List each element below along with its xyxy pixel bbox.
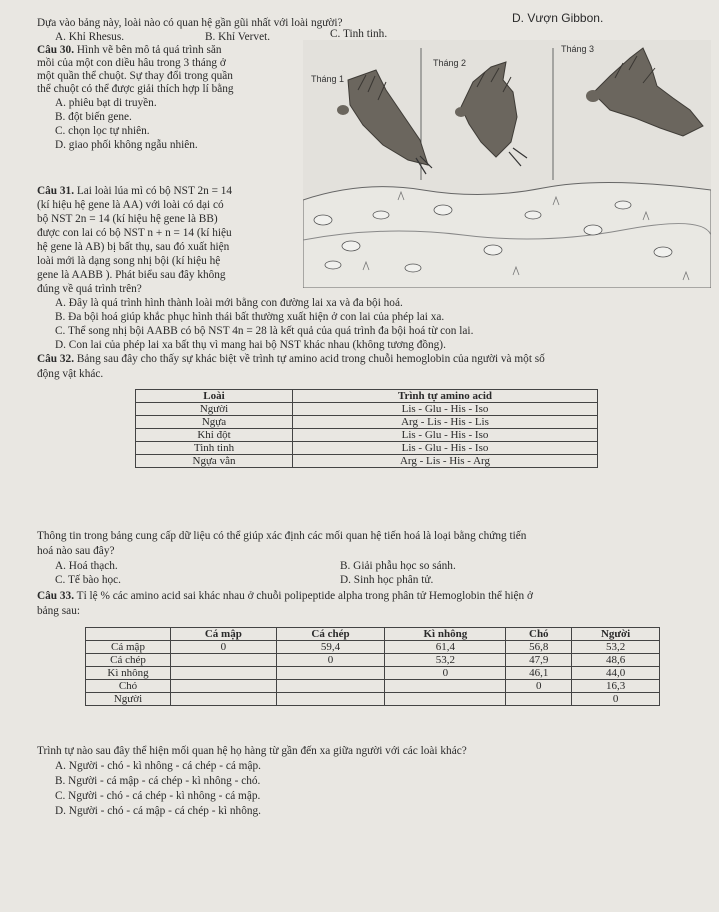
- q33-option-c: C. Người - chó - cá chép - kì nhông - cá mập.: [55, 790, 261, 802]
- table-header-col: Chó: [506, 628, 572, 641]
- table-cell: 0: [572, 693, 660, 706]
- table-cell: [276, 667, 385, 680]
- q30-number: Câu 30.: [37, 44, 75, 56]
- table-row: [86, 667, 660, 680]
- table-cell: Ngựa vằn: [136, 455, 293, 468]
- table-row: [136, 455, 598, 468]
- table-cell: Lis - Glu - His - Iso: [293, 442, 598, 455]
- table-header-row: [86, 628, 660, 641]
- q31-line-5: hệ gene là AB) bị bất thụ, sau đó xuất hiện: [37, 241, 230, 253]
- q33-line-2: bảng sau:: [37, 605, 80, 617]
- hemoglobin-difference-table: [85, 627, 660, 706]
- table-row: [136, 403, 598, 416]
- table-cell: Người: [136, 403, 293, 416]
- table-cell: 53,2: [572, 641, 660, 654]
- hawk-3-icon: [586, 48, 703, 136]
- q30-line-1: [37, 44, 222, 57]
- q32-option-d: D. Sinh học phân tử.: [340, 574, 434, 586]
- q29-option-b: B. Khỉ Vervet.: [205, 31, 271, 43]
- table-cell: Khỉ đột: [136, 429, 293, 442]
- table-cell: [385, 680, 506, 693]
- row-label: Kì nhông: [86, 667, 171, 680]
- table-cell: 44,0: [572, 667, 660, 680]
- month-label-3: Tháng 3: [561, 44, 595, 54]
- q30-line-4: thể chuột có thể được giải thích hợp lí bằng: [37, 83, 234, 95]
- table-row: [86, 654, 660, 667]
- q32-text-1: Bảng sau đây cho thấy sự khác biệt về trình tự amino acid trong chuỗi hemoglobin của người và một số: [76, 353, 545, 365]
- month-label-2: Tháng 2: [433, 58, 467, 68]
- table-row: [86, 680, 660, 693]
- table-header-species: Loài: [136, 390, 293, 403]
- table-cell: 47,9: [506, 654, 572, 667]
- q32-option-b: B. Giải phẫu học so sánh.: [340, 560, 456, 572]
- q32-option-a: A. Hoá thạch.: [55, 560, 118, 572]
- q33-number: Câu 33.: [37, 590, 75, 602]
- q30-text-1: Hình vẽ bên mô tả quá trình săn: [76, 44, 222, 56]
- q30-line-2: mồi của một con diều hâu trong 3 tháng ở: [37, 57, 226, 69]
- q30-option-b: B. đột biến gene.: [55, 111, 132, 123]
- table-cell: Arg - Lis - His - Arg: [293, 455, 598, 468]
- table-row: [86, 693, 660, 706]
- table-cell: Tinh tinh: [136, 442, 293, 455]
- table-cell: 61,4: [385, 641, 506, 654]
- table-cell: Lis - Glu - His - Iso: [293, 403, 598, 416]
- ground-area: [303, 182, 711, 288]
- q31-option-c: C. Thể song nhị bội AABB có bộ NST 4n = 28 là kết quả của quá trình đa bội hoá từ con lai.: [55, 325, 474, 337]
- q31-line-6: loài mới là dạng song nhị bội (kí hiệu hệ: [37, 255, 221, 267]
- table-cell: 46,1: [506, 667, 572, 680]
- table-header-row: [136, 390, 598, 403]
- q31-line-8: đúng về quá trình trên?: [37, 283, 142, 295]
- q29-option-c: C. Tinh tinh.: [330, 28, 388, 40]
- q29-option-a: A. Khỉ Rhesus.: [55, 31, 125, 43]
- q32-line-2: động vật khác.: [37, 368, 104, 380]
- q33-option-b: B. Người - cá mập - cá chép - kì nhông - chó.: [55, 775, 261, 787]
- q33-option-d: D. Người - chó - cá mập - cá chép - kì nhông.: [55, 805, 261, 817]
- table-header-corner: [86, 628, 171, 641]
- table-cell: 48,6: [572, 654, 660, 667]
- table-cell: [385, 693, 506, 706]
- table-cell: [276, 693, 385, 706]
- table-cell: [506, 693, 572, 706]
- table-row: [136, 416, 598, 429]
- q31-option-b: B. Đa bội hoá giúp khắc phục hình thái bất thường xuất hiện ở con lai của phép lai xa.: [55, 311, 445, 323]
- table-cell: 59,4: [276, 641, 385, 654]
- table-row: [136, 429, 598, 442]
- row-label: Cá chép: [86, 654, 171, 667]
- month-label-1: Tháng 1: [311, 74, 345, 84]
- table-cell: Arg - Lis - His - Lis: [293, 416, 598, 429]
- q33-question: Trình tự nào sau đây thể hiện mối quan hệ họ hàng từ gần đến xa giữa người với các loài khác?: [37, 745, 467, 757]
- q29-option-d: D. Vượn Gibbon.: [512, 11, 604, 25]
- table-cell: 53,2: [385, 654, 506, 667]
- hawk-1-icon: [337, 70, 432, 174]
- table-cell: [171, 680, 277, 693]
- q31-option-d: D. Con lai của phép lai xa bất thụ vì mang hai bộ NST khác nhau (không tương đồng).: [55, 339, 446, 351]
- table-cell: 0: [385, 667, 506, 680]
- q31-line-4: được con lai có bộ NST n + n = 14 (kí hiệu: [37, 227, 232, 239]
- table-cell: Lis - Glu - His - Iso: [293, 429, 598, 442]
- q30-option-a: A. phiêu bạt di truyền.: [55, 97, 157, 109]
- q33-option-a: A. Người - chó - kì nhông - cá chép - cá mập.: [55, 760, 261, 772]
- table-cell: 0: [276, 654, 385, 667]
- table-cell: [171, 693, 277, 706]
- q30-option-c: C. chọn lọc tự nhiên.: [55, 125, 150, 137]
- q29-intro: Dựa vào bảng này, loài nào có quan hệ gần gũi nhất với loài người?: [37, 17, 343, 29]
- table-header-col: Cá chép: [276, 628, 385, 641]
- row-label: Chó: [86, 680, 171, 693]
- table-cell: 0: [506, 680, 572, 693]
- q31-line-7: gene là AABB ). Phát biểu sau đây không: [37, 269, 226, 281]
- row-label: Người: [86, 693, 171, 706]
- q32-after-2: hoá nào sau đây?: [37, 545, 115, 557]
- table-header-col: Kì nhông: [385, 628, 506, 641]
- hawk-2-icon: [455, 62, 527, 166]
- q30-option-d: D. giao phối không ngẫu nhiên.: [55, 139, 198, 151]
- q33-text-1: Tỉ lệ % các amino acid sai khác nhau ở chuỗi polipeptide alpha trong phân tử Hemoglobin thể hiện ở: [76, 590, 533, 602]
- q31-option-a: A. Đây là quá trình hình thành loài mới bằng con đường lai xa và đa bội hoá.: [55, 297, 403, 309]
- q32-number: Câu 32.: [37, 353, 75, 365]
- table-cell: 16,3: [572, 680, 660, 693]
- hawk-mouse-figure: [303, 40, 711, 288]
- amino-acid-table: [135, 389, 598, 468]
- table-row: [86, 641, 660, 654]
- table-cell: Ngựa: [136, 416, 293, 429]
- table-header-col: Người: [572, 628, 660, 641]
- q32-line-1: [37, 353, 545, 366]
- q32-option-c: C. Tế bào học.: [55, 574, 121, 586]
- q31-line-1: [37, 185, 232, 198]
- q32-after-1: Thông tin trong bảng cung cấp dữ liệu có thể giúp xác định các mối quan hệ tiến hoá là loại bằng chứng tiến: [37, 530, 527, 542]
- row-label: Cá mập: [86, 641, 171, 654]
- table-cell: 56,8: [506, 641, 572, 654]
- q31-text-1: Lai loài lúa mì có bộ NST 2n = 14: [76, 185, 233, 197]
- table-cell: [171, 667, 277, 680]
- table-row: [136, 442, 598, 455]
- q31-line-2: (kí hiệu hệ gene là AA) với loài có dại có: [37, 199, 224, 211]
- table-cell: [171, 654, 277, 667]
- table-header-sequence: Trình tự amino acid: [293, 390, 598, 403]
- table-cell: [276, 680, 385, 693]
- q30-line-3: một quần thể chuột. Sự thay đổi trong quần: [37, 70, 233, 82]
- q31-number: Câu 31.: [37, 185, 75, 197]
- table-header-col: Cá mập: [171, 628, 277, 641]
- q31-line-3: bộ NST 2n = 14 (kí hiệu hệ gene là BB): [37, 213, 218, 225]
- table-cell: 0: [171, 641, 277, 654]
- q33-line-1: [37, 590, 533, 603]
- hawk-mouse-illustration: [303, 40, 711, 288]
